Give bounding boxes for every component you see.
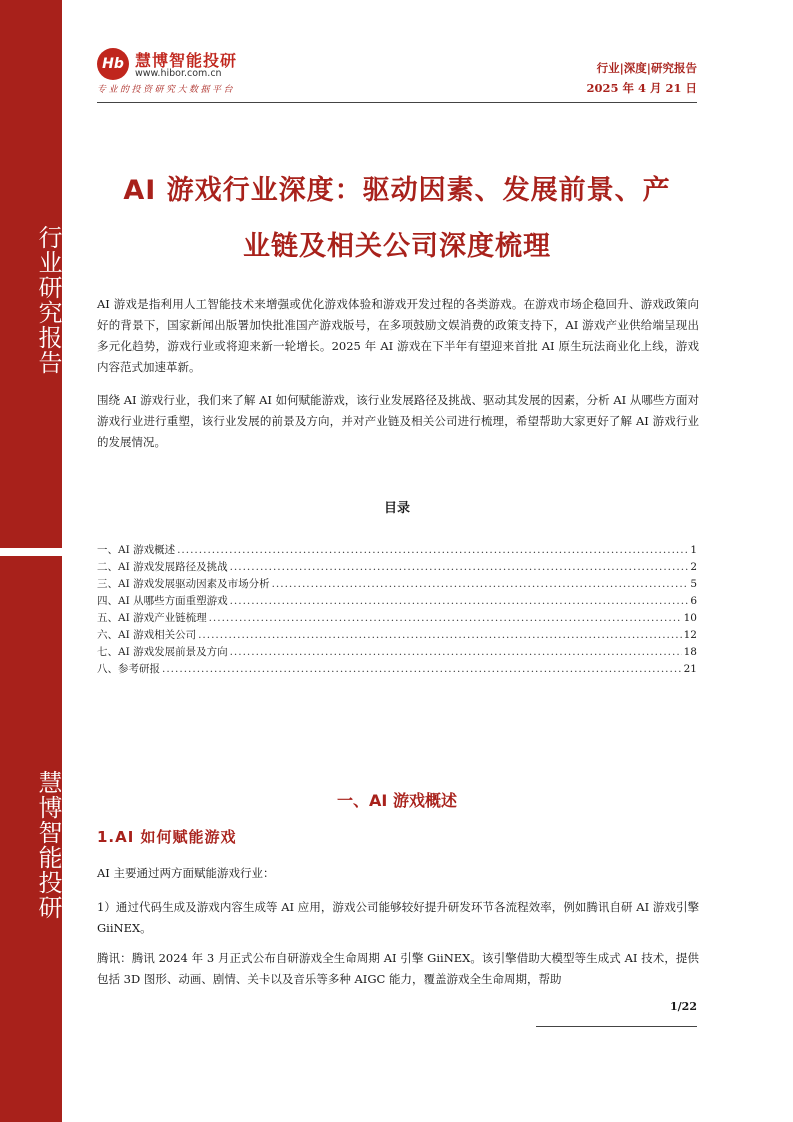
toc-item[interactable] [97, 661, 697, 678]
toc-item-page: 1 [690, 544, 697, 556]
toc-item-label: 一、AI 游戏概述 [97, 544, 176, 556]
body-paragraph: 腾讯：腾讯 2024 年 3 月正式公布自研游戏全生命周期 AI 引擎 GiiNEX。该引擎借助大模型等生成式 AI 技术，提供包括 3D 图形、动画、剧情、关卡以及音乐等多种 AIGC 能力，覆盖游戏全生命周期，帮助 [97, 951, 699, 986]
toc-item-label: 四、AI 从哪些方面重塑游戏 [97, 595, 228, 607]
logo-url: www.hibor.com.cn [135, 68, 222, 79]
report-date: 2025 年 4 月 21 日 [586, 81, 697, 95]
toc-item-page: 10 [683, 612, 697, 624]
header-divider [97, 102, 697, 103]
toc-item-page: 5 [690, 578, 697, 590]
toc-item-label: 二、AI 游戏发展路径及挑战 [97, 561, 228, 573]
logo [97, 48, 297, 96]
intro-paragraph-1: AI 游戏是指利用人工智能技术来增强或优化游戏体验和游戏开发过程的各类游戏。在游戏市场企稳回升、游戏政策向好的背景下，国家新闻出版署加快批准国产游戏版号，在多项鼓励文娱消费的政策支持下，AI 游戏产业供给端呈现出多元化趋势，游戏行业或将迎来新一轮增长。2025 年 AI 游戏在下半年有望迎来首批 AI 原生玩法商业化上线，游戏内容范式加速革新。 [97, 297, 699, 374]
toc-item[interactable] [97, 593, 697, 610]
logo-name: 慧博智能投研 [135, 51, 238, 70]
toc-leader-dots [177, 542, 688, 559]
sidebar-band [0, 0, 62, 1122]
section-heading: 一、AI 游戏概述 [337, 791, 457, 810]
toc-item[interactable] [97, 627, 697, 644]
logo-icon: Hb [97, 48, 129, 80]
toc-item[interactable] [97, 610, 697, 627]
footer-divider [536, 1026, 697, 1027]
toc-item-label: 五、AI 游戏产业链梳理 [97, 612, 207, 624]
intro-paragraph-2: 围绕 AI 游戏行业，我们来了解 AI 如何赋能游戏，该行业发展路径及挑战、驱动其发展的因素，分析 AI 从哪些方面对游戏行业进行重塑，该行业发展的前景及方向，并对产业链及相关公司进行梳理，希望帮助大家更好了解 AI 游戏行业的发展情况。 [97, 393, 699, 449]
toc-leader-dots [272, 576, 689, 593]
toc-title: 目录 [383, 501, 410, 516]
table-of-contents [97, 542, 697, 678]
page-number: 1/22 [670, 1000, 697, 1013]
toc-leader-dots [230, 559, 689, 576]
toc-leader-dots [209, 610, 682, 627]
toc-item-page: 6 [690, 595, 697, 607]
title-line-1: AI 游戏行业深度：驱动因素、发展前景、产 [123, 175, 671, 206]
toc-item-label: 三、AI 游戏发展驱动因素及市场分析 [97, 578, 270, 590]
header-meta [586, 58, 697, 98]
sidebar-divider [0, 548, 62, 556]
toc-item[interactable] [97, 542, 697, 559]
report-category: 行业|深度|研究报告 [596, 61, 697, 75]
sidebar-label-top: 行业研究报告 [34, 225, 62, 375]
toc-leader-dots [162, 661, 682, 678]
toc-leader-dots [230, 644, 682, 661]
toc-item[interactable] [97, 644, 697, 661]
body-paragraph: 1）通过代码生成及游戏内容生成等 AI 应用，游戏公司能够较好提升研发环节各流程效率，例如腾讯自研 AI 游戏引擎 GiiNEX。 [97, 900, 699, 935]
page-title [97, 163, 697, 275]
toc-leader-dots [230, 593, 689, 610]
title-line-2: 业链及相关公司深度梳理 [243, 231, 551, 262]
toc-item-label: 八、参考研报 [97, 663, 160, 675]
toc-item[interactable] [97, 559, 697, 576]
toc-item-page: 18 [683, 646, 697, 658]
toc-item-page: 12 [683, 629, 697, 641]
logo-slogan: 专业的投资研究大数据平台 [97, 85, 236, 95]
sidebar-label-bottom: 慧博智能投研 [34, 770, 62, 920]
toc-item-page: 2 [690, 561, 697, 573]
toc-item-page: 21 [683, 663, 697, 675]
body-paragraph: AI 主要通过两方面赋能游戏行业： [97, 866, 275, 880]
toc-item-label: 六、AI 游戏相关公司 [97, 629, 197, 641]
toc-item[interactable] [97, 576, 697, 593]
toc-leader-dots [198, 627, 682, 644]
toc-item-label: 七、AI 游戏发展前景及方向 [97, 646, 228, 658]
subsection-heading: 1.AI 如何赋能游戏 [97, 828, 237, 846]
